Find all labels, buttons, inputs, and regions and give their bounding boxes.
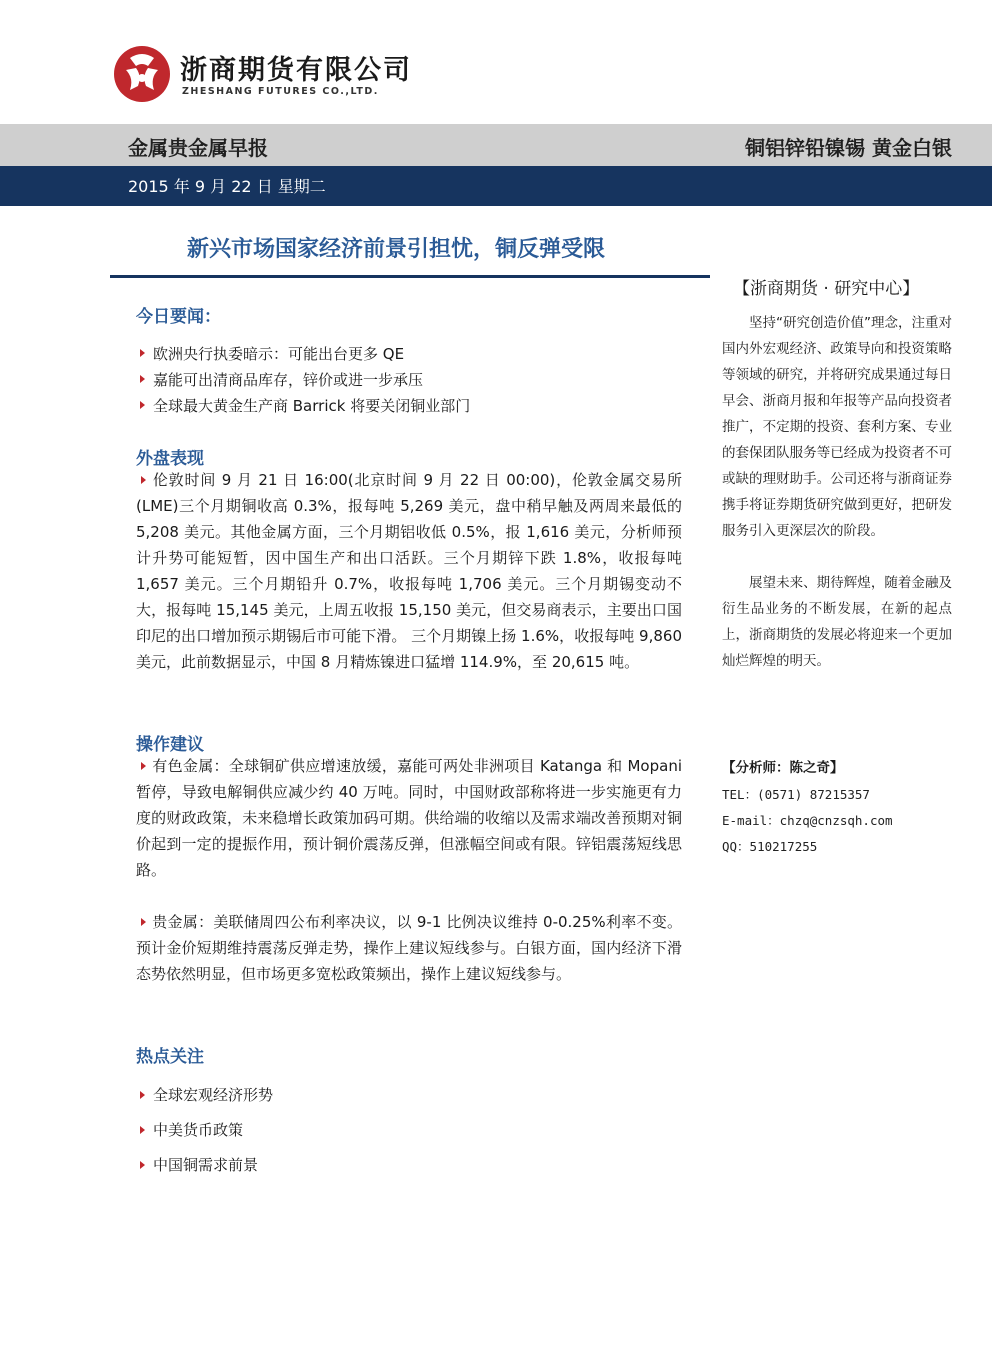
news-item: 全球最大黄金生产商 Barrick 将要关闭铜业部门 [140, 392, 470, 418]
analyst-name: 【分析师：陈之奇】 [722, 760, 844, 776]
analyst-qq: QQ：510217255 [722, 839, 818, 854]
bullet-arrow-icon [140, 1161, 145, 1169]
bullet-arrow-icon [140, 375, 145, 383]
nonferrous-advice: 有色金属：全球铜矿供应增速放缓，嘉能可两处非洲项目 Katanga 和 Mopani 暂停，导致电解铜供应减少约 40 万吨。同时，中国财政部称将进一步实施更有力度的财政政策，未来稳增长政策加码可期。供给端的收缩以及需求端改善预期对铜价起到一定的提振作用，预计铜价震荡反弹，但涨幅空间或有限。锌铝震荡短线思路。 [136, 757, 682, 879]
report-header-bar [0, 124, 992, 166]
news-item: 欧洲央行执委暗示：可能出台更多 QE [140, 340, 470, 366]
report-type: 金属贵金属早报 [128, 136, 268, 160]
hotspot-item: 中国铜需求前景 [140, 1147, 273, 1182]
report-date: 2015 年 9 月 22 日 星期二 [128, 177, 326, 196]
sidebar-intro: 坚持“研究创造价值”理念，注重对国内外宏观经济、政策导向和投资策略等领域的研究，并将研究成果通过每日早会、浙商月报和年报等产品向投资者推广，不定期的投资、套利方案、专业的套保团队服务等已经成为投资者不可或缺的理财助手。公司还将与浙商证券携手将证券期货研究做到更好，把研发服务引入更深层次的阶段。 [722, 315, 952, 539]
analyst-email[interactable]: E-mail：chzq@cnzsqh.com [722, 813, 893, 828]
bullet-arrow-icon [140, 1126, 145, 1134]
bullet-arrow-icon [140, 1091, 145, 1099]
bullet-arrow-icon [140, 401, 145, 409]
bullet-arrow-icon [141, 918, 146, 926]
hotspot-item: 中美货币政策 [140, 1112, 273, 1147]
date-bar [0, 166, 992, 206]
overseas-paragraph: 伦敦时间 9 月 21 日 16:00(北京时间 9 月 22 日 00:00)，伦敦金属交易所(LME)三个月期铜收高 0.3%，报每吨 5,269 美元，盘中稍早触及两周来最低的 5,208 美元。其他金属方面，三个月期铝收低 0.5%，报 1,616 美元，分析师预计升势可能短暂，因中国生产和出口活跃。三个月期锌下跌 1.8%，收报每吨 1,657 美元。三个月期铅升 0.7%，收报每吨 1,706 美元。三个月期锡变动不大，报每吨 15,145 美元，上周五收报 15,150 美元，但交易商表示，主要出口国印尼的出口增加预示期锡后市可能下滑。 三个月期镍上扬 1.6%，收报每吨 9,860 美元，此前数据显示，中国 8 月精炼镍进口猛增 114.9%，至 20,615 吨。 [136, 471, 682, 671]
news-item: 嘉能可出清商品库存，锌价或进一步承压 [140, 366, 470, 392]
metals-list: 铜铝锌铅镍锡 黄金白银 [745, 136, 952, 160]
bullet-arrow-icon [141, 762, 146, 770]
sidebar-header: 【浙商期货 · 研究中心】 [733, 279, 920, 299]
bullet-arrow-icon [140, 349, 145, 357]
advice-section-title: 操作建议 [136, 735, 204, 755]
precious-advice: 贵金属：美联储周四公布利率决议，以 9-1 比例决议维持 0-0.25%利率不变。预计金价短期维持震荡反弹走势，操作上建议短线参与。白银方面，国内经济下滑态势依然明显，但市场更多宽松政策频出，操作上建议短线参与。 [136, 913, 682, 983]
sidebar-outlook: 展望未来、期待辉煌，随着金融及衍生品业务的不断发展，在新的起点上，浙商期货的发展必将迎来一个更加灿烂辉煌的明天。 [722, 575, 952, 669]
company-name-cn: 浙商期货有限公司 [180, 55, 412, 86]
company-name-en: ZHESHANG FUTURES CO.,LTD. [182, 86, 379, 97]
overseas-section-title: 外盘表现 [136, 449, 204, 469]
hotspots-list [140, 1077, 273, 1182]
hotspots-section-title: 热点关注 [136, 1047, 204, 1067]
bullet-arrow-icon [141, 476, 146, 484]
hotspot-item: 全球宏观经济形势 [140, 1077, 273, 1112]
headline-divider [110, 275, 710, 278]
company-logo [112, 44, 172, 104]
headline: 新兴市场国家经济前景引担忧，铜反弹受限 [186, 237, 605, 262]
analyst-tel: TEL：(0571) 87215357 [722, 787, 870, 802]
news-section-title: 今日要闻： [136, 307, 221, 327]
news-list [140, 340, 470, 418]
